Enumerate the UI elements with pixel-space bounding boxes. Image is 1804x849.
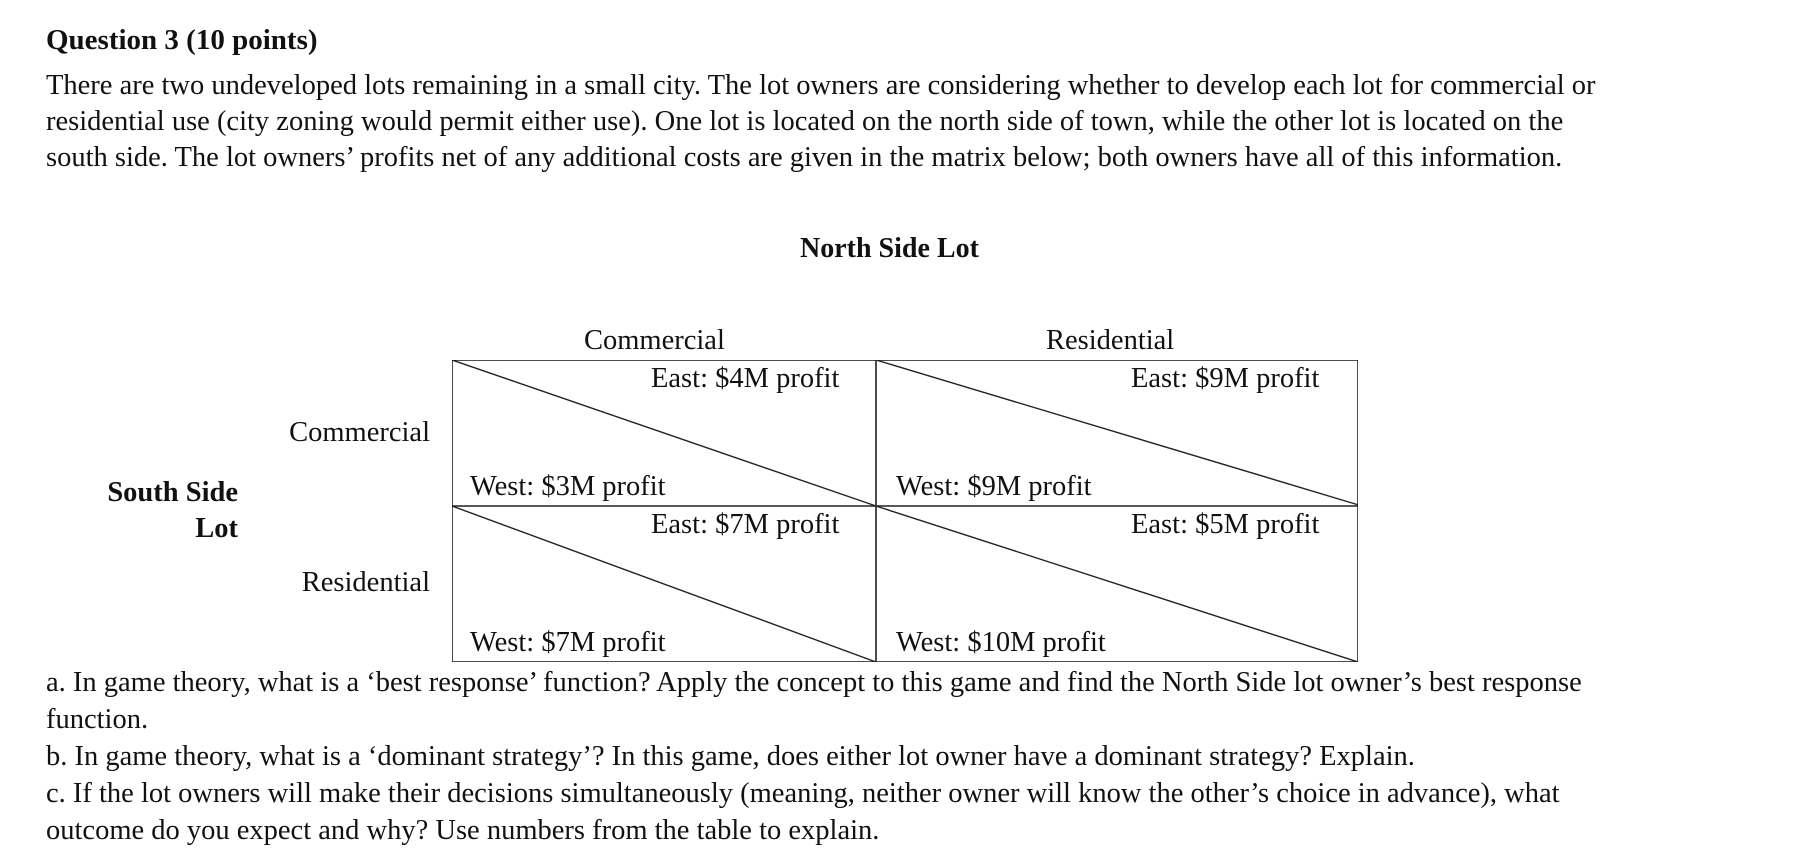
intro-line: south side. The lot owners’ profits net of any additional costs are given in the matrix below; both owners have all of this information.: [46, 142, 1563, 173]
row-header-residential: Residential: [301, 567, 430, 598]
cell-cc-east-payoff: East: $4M profit: [651, 363, 840, 394]
intro-line: There are two undeveloped lots remaining in a small city. The lot owners are considering whether to develop each lot for commercial or: [46, 70, 1596, 101]
question-intro: [46, 68, 1766, 176]
row-header-commercial: Commercial: [289, 417, 430, 448]
column-header-residential: Residential: [1046, 325, 1175, 356]
part-a-line: function.: [46, 704, 149, 735]
cell-cr-east-payoff: East: $9M profit: [1131, 363, 1320, 394]
part-b-line: b. In game theory, what is a ‘dominant strategy’? In this game, does either lot owner have a dominant strategy? Explain.: [46, 741, 1415, 772]
question-parts: [46, 664, 1776, 849]
cell-rc-west-payoff: West: $7M profit: [470, 627, 666, 658]
part-c-line: c. If the lot owners will make their decisions simultaneously (meaning, neither owner will know the other’s choice in advance), what: [46, 778, 1560, 809]
column-player-label: North Side Lot: [800, 233, 979, 264]
cell-rc-east-payoff: East: $7M profit: [651, 509, 840, 540]
row-player-label-line2: Lot: [195, 513, 238, 544]
cell-rr-east-payoff: East: $5M profit: [1131, 509, 1320, 540]
part-a-line: a. In game theory, what is a ‘best response’ function? Apply the concept to this game and find the North Side lot owner’s best response: [46, 667, 1582, 698]
cell-rr-west-payoff: West: $10M profit: [896, 627, 1106, 658]
intro-line: residential use (city zoning would permit either use). One lot is located on the north side of town, while the other lot is located on the: [46, 106, 1564, 137]
question-title: Question 3 (10 points): [46, 24, 318, 56]
row-player-label-line1: South Side: [107, 477, 238, 508]
column-header-commercial: Commercial: [584, 325, 725, 356]
cell-cc-west-payoff: West: $3M profit: [470, 471, 666, 502]
part-c-line: outcome do you expect and why? Use numbers from the table to explain.: [46, 815, 880, 846]
cell-cr-west-payoff: West: $9M profit: [896, 471, 1092, 502]
